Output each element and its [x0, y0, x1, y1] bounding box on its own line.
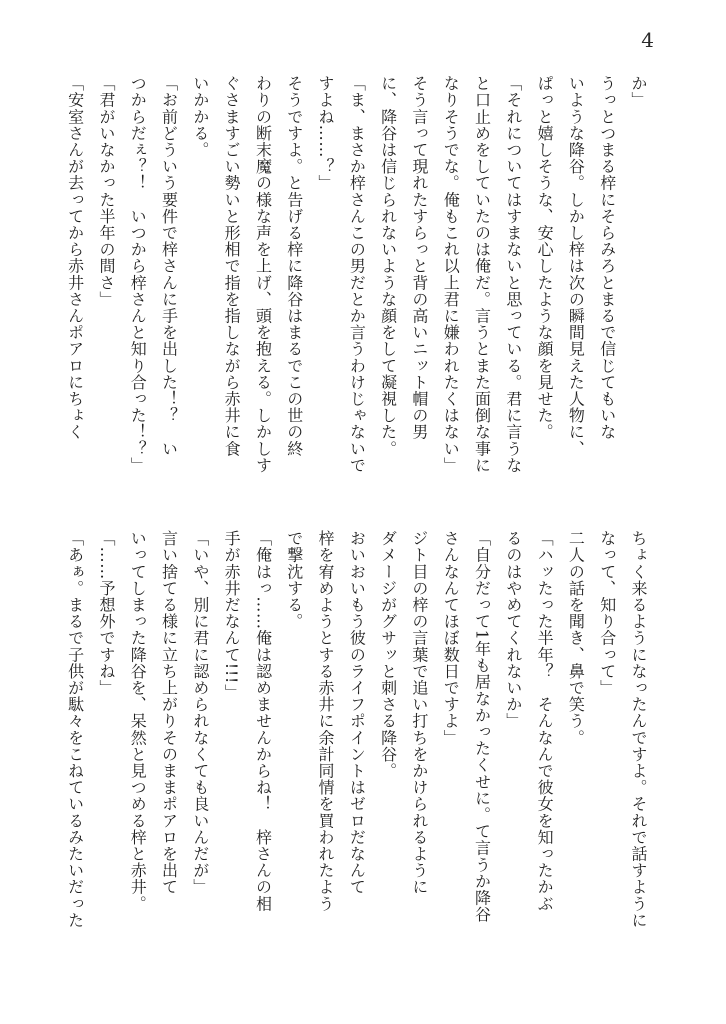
- text-line: 二人の話を聞き、鼻で笑う。: [566, 530, 586, 746]
- text-line: ジト目の梓の言葉で追い打ちをかけられるように: [409, 530, 429, 896]
- text-line: 「それについてはすまないと思っている。君に言うな: [503, 75, 523, 474]
- text-line: わりの断末魔の様な声を上げ、頭を抱える。しかしす: [253, 75, 273, 474]
- text-block-lower: [65, 530, 654, 955]
- text-line: なって、知り合って」: [597, 530, 617, 696]
- text-line: か」: [629, 75, 648, 109]
- text-line: るのはやめてくれないか」: [503, 530, 523, 730]
- text-line: と口止めをしていたのは俺だ。言うとまた面倒な事に: [472, 75, 492, 474]
- text-line: すよね……？」: [316, 75, 336, 192]
- text-line: に、降谷は信じられないような顔をして凝視した。: [378, 75, 398, 457]
- text-line: 「安室さんが去ってから赤井さんポアロにちょく: [65, 75, 85, 441]
- text-line: なりそうでな。俺もこれ以上君に嫌われたくはない」: [441, 75, 461, 474]
- text-line: さんなんてほぼ数日ですよ」: [441, 530, 461, 746]
- text-line: 「自分だって1年も居なかったくせに。て言うか降谷: [472, 530, 492, 923]
- text-line: 「君がいなかった半年の間さ」: [96, 75, 116, 308]
- text-line: つからだぇ？！ いつから梓さんと知り合った！？」: [128, 75, 148, 474]
- page-number: 4: [641, 28, 654, 52]
- text-line: 梓を宥めようとする赤井に余計同情を買われたよう: [316, 530, 336, 912]
- text-line: いかかる。: [190, 75, 210, 158]
- text-line: 「あぁ。まるで子供が駄々をこねているみたいだった: [65, 530, 85, 929]
- text-line: 「俺はっ……俺は認めませんからね！ 梓さんの相: [253, 530, 273, 912]
- text-line: 「ま、まさか梓さんこの男だとか言うわけじゃないで: [347, 75, 367, 474]
- text-line: 「……予想外ですね」: [96, 530, 116, 696]
- text-line: いってしまった降谷を、呆然と見つめる梓と赤井。: [128, 530, 148, 912]
- text-line: そう言って現れたすらっと背の高いニット帽の男: [409, 75, 429, 441]
- text-block-upper: [65, 75, 654, 495]
- text-line: そうですよ。と告げる梓に降谷はまるでこの世の終: [284, 75, 304, 457]
- text-line: 「お前どういう要件で梓さんに手を出した！？ い: [159, 75, 179, 457]
- text-line: ぐさますごい勢いと形相で指を指しながら赤井に食: [222, 75, 242, 457]
- text-line: いような降谷。しかし梓は次の瞬間見えた人物に、: [566, 75, 586, 457]
- text-line: 「いや、別に君に認められなくても良いんだが」: [190, 530, 210, 896]
- text-line: ダメージがグサッと刺さる降谷。: [378, 530, 398, 779]
- text-line: 手が赤井だなんて!!!」: [222, 530, 242, 701]
- text-line: 言い捨てる様に立ち上がりそのままポアロを出て: [159, 530, 179, 896]
- text-line: おいおいもう彼のライフポイントはゼロだなんて: [347, 530, 367, 896]
- text-line: ぱっと嬉しそうな、安心したような顔を見せた。: [535, 75, 555, 441]
- text-line: で撃沈する。: [284, 530, 304, 630]
- text-line: うっとつまる梓にそらみろとまるで信じてもいな: [597, 75, 617, 441]
- text-line: ちょく来るようになったんですよ。それで話すように: [629, 530, 648, 929]
- text-line: 「ハッたった半年？ そんなんで彼女を知ったかぶ: [535, 530, 555, 912]
